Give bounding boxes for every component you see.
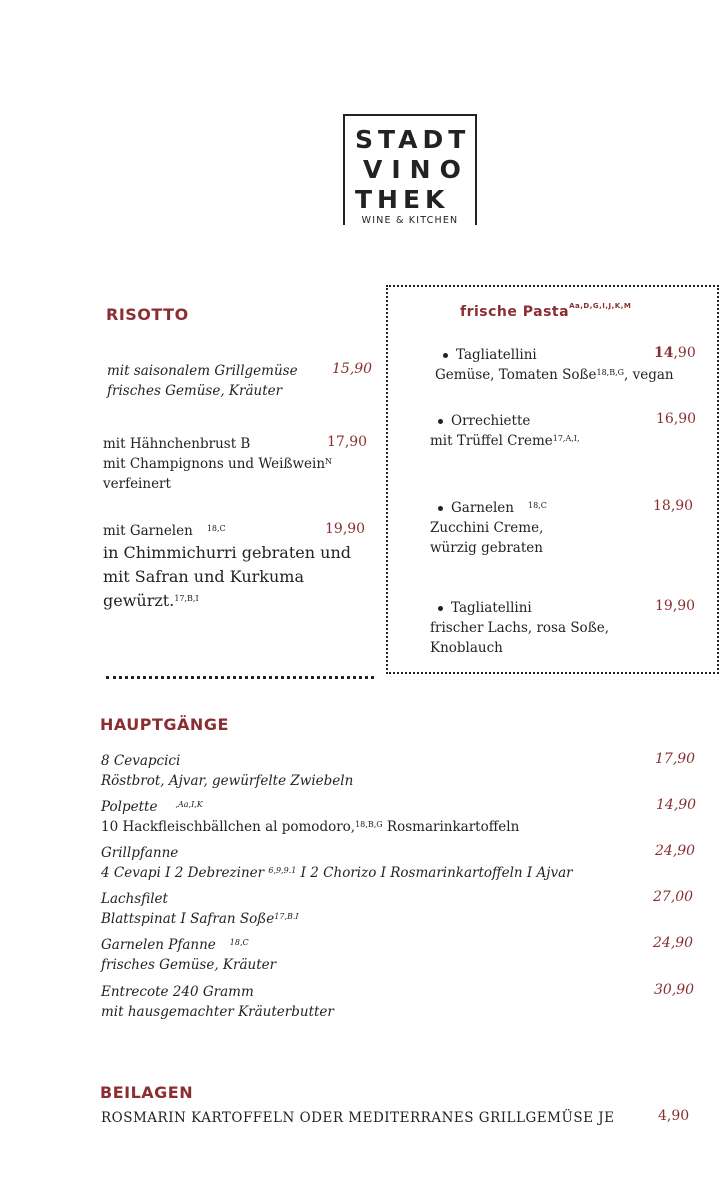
haupt-item-5-desc: frisches Gemüse, Kräuter: [101, 957, 277, 973]
pasta-item-4-desc: frischer Lachs, rosa Soße,: [430, 620, 609, 636]
risotto-item-3-line3: mit Safran und Kurkuma: [103, 567, 305, 586]
logo-line-1: STADT: [355, 125, 471, 154]
haupt-item-3: [101, 843, 573, 883]
haupt-item-3-desc-post: I 2 Chorizo I Rosmarinkartoffeln I Ajvar: [296, 865, 573, 881]
beilagen-price: 4,90: [658, 1108, 690, 1124]
risotto-item-2-allergen: N: [325, 457, 333, 466]
haupt-item-5-allergens: 18,C: [229, 938, 249, 947]
haupt-item-2-name: Polpette: [101, 799, 158, 815]
pasta-item-1-price-bold: 14: [654, 345, 674, 361]
pasta-item-2-desc: mit Trüffel Creme: [430, 433, 553, 449]
haupt-item-4-price: 27,00: [653, 889, 694, 905]
haupt-item-5-name: Garnelen Pfanne: [101, 937, 216, 953]
risotto-item-3-allergen-2: 17,B,I: [174, 594, 199, 603]
haupt-item-6-price: 30,90: [654, 982, 695, 998]
pasta-heading-text: frische Pasta: [460, 304, 570, 320]
risotto-item-1-price: 15,90: [332, 361, 373, 377]
pasta-item-2-desc-row: [430, 431, 580, 451]
risotto-divider: [106, 676, 374, 679]
bullet-icon: [438, 506, 443, 511]
logo: [343, 114, 477, 225]
pasta-item-2-name-row: [438, 411, 530, 431]
haupt-item-4-desc: Blattspinat I Safran Soße: [101, 911, 275, 927]
risotto-item-1: [107, 361, 298, 401]
haupt-item-2-desc: 10 Hackfleischbällchen al pomodoro,: [101, 819, 356, 835]
haupt-item-2-allergens: ,Aa,I,K: [175, 800, 203, 809]
haupt-item-4-name: Lachsfilet: [101, 891, 168, 907]
risotto-item-1-line1: mit saisonalem Grillgemüse: [107, 363, 298, 379]
pasta-item-1-desc-after: , vegan: [624, 367, 674, 383]
risotto-item-3-line4: gewürzt.: [103, 591, 175, 610]
haupt-item-3-price: 24,90: [655, 843, 696, 859]
haupt-item-6-name: Entrecote 240 Gramm: [101, 984, 254, 1000]
haupt-item-2-price: 14,90: [656, 797, 697, 813]
haupt-item-4: [101, 889, 299, 929]
pasta-heading: [460, 304, 631, 320]
risotto-item-1-line2: frisches Gemüse, Kräuter: [107, 383, 283, 399]
pasta-item-2-allergens: 17,A,I,: [552, 434, 580, 443]
haupt-item-1-price: 17,90: [655, 751, 696, 767]
haupt-item-1: [101, 751, 353, 791]
risotto-item-3-allergen: 18,C: [206, 524, 226, 533]
pasta-item-4-name: Tagliatellini: [451, 600, 532, 616]
pasta-item-4-price: 19,90: [655, 598, 696, 614]
pasta-item-3-name-row: [438, 498, 547, 518]
pasta-item-4-name-row: [438, 598, 532, 618]
pasta-item-1-allergens: 18,B,G: [596, 368, 625, 377]
haupt-item-3-name: Grillpfanne: [101, 845, 179, 861]
pasta-item-1-price: [654, 345, 696, 361]
pasta-item-3-desc-block: [430, 518, 543, 558]
haupt-item-6: [101, 982, 334, 1022]
logo-line-2: VINO: [363, 155, 470, 184]
logo-line-3: THEK: [355, 185, 450, 214]
pasta-heading-allergens: Aa,D,G,I,J,K,M: [569, 302, 632, 310]
pasta-item-3-desc: Zucchini Creme,: [430, 520, 544, 536]
haupt-item-2-desc-allergens: 18,B,G: [355, 820, 383, 829]
risotto-item-2-line3: verfeinert: [103, 476, 171, 492]
haupt-item-4-allergens: 17,B.I: [274, 912, 299, 921]
bullet-icon: [438, 419, 443, 424]
haupt-item-5-price: 24,90: [653, 935, 694, 951]
risotto-item-3-line2: in Chimmichurri gebraten und: [103, 543, 351, 562]
pasta-item-3-desc-2: würzig gebraten: [430, 540, 543, 556]
haupt-item-2: [101, 797, 519, 837]
pasta-item-3-name: Garnelen: [451, 500, 514, 516]
pasta-item-3-allergens: 18,C: [527, 501, 547, 510]
risotto-item-2-line2: mit Champignons und Weißwein: [103, 456, 326, 472]
risotto-item-3-price: 19,90: [325, 521, 366, 537]
risotto-item-2-price: 17,90: [327, 434, 368, 450]
risotto-item-2: [103, 434, 332, 494]
pasta-item-3-price: 18,90: [653, 498, 694, 514]
risotto-item-2-line1: mit Hähnchenbrust B: [103, 436, 251, 452]
pasta-item-1-desc: Gemüse, Tomaten Soße: [435, 367, 597, 383]
haupt-item-5: [101, 935, 276, 975]
beilagen-heading: BEILAGEN: [100, 1083, 194, 1102]
pasta-box: [386, 285, 719, 674]
hauptgaenge-heading: HAUPTGÄNGE: [100, 715, 229, 734]
haupt-item-2-desc-post: Rosmarinkartoffeln: [382, 819, 520, 835]
haupt-item-1-desc: Röstbrot, Ajvar, gewürfelte Zwiebeln: [101, 773, 354, 789]
pasta-item-4-desc-2: Knoblauch: [430, 640, 503, 656]
pasta-item-4-desc-block: [430, 618, 609, 658]
pasta-item-2-name: Orrechiette: [451, 413, 531, 429]
bullet-icon: [443, 353, 448, 358]
haupt-item-6-desc: mit hausgemachter Kräuterbutter: [101, 1004, 334, 1020]
pasta-item-1-price-rest: ,90: [673, 345, 696, 361]
beilagen-text: ROSMARIN KARTOFFELN ODER MEDITERRANES GRILLGEMÜSE JE: [101, 1110, 615, 1126]
pasta-item-1-desc-row: [435, 365, 674, 385]
pasta-item-1-name-row: [443, 345, 537, 365]
risotto-item-3-line1: mit Garnelen: [103, 523, 193, 539]
bullet-icon: [438, 606, 443, 611]
logo-subtitle: WINE & KITCHEN: [345, 215, 475, 226]
haupt-item-3-allergens: 6,9,9.1: [268, 866, 297, 875]
haupt-item-1-name: 8 Cevapcici: [101, 753, 181, 769]
pasta-item-2-price: 16,90: [656, 411, 697, 427]
risotto-heading: RISOTTO: [106, 305, 189, 324]
haupt-item-3-desc: 4 Cevapi I 2 Debreziner: [101, 865, 269, 881]
pasta-item-1-name: Tagliatellini: [456, 347, 537, 363]
risotto-item-3: [103, 521, 351, 613]
